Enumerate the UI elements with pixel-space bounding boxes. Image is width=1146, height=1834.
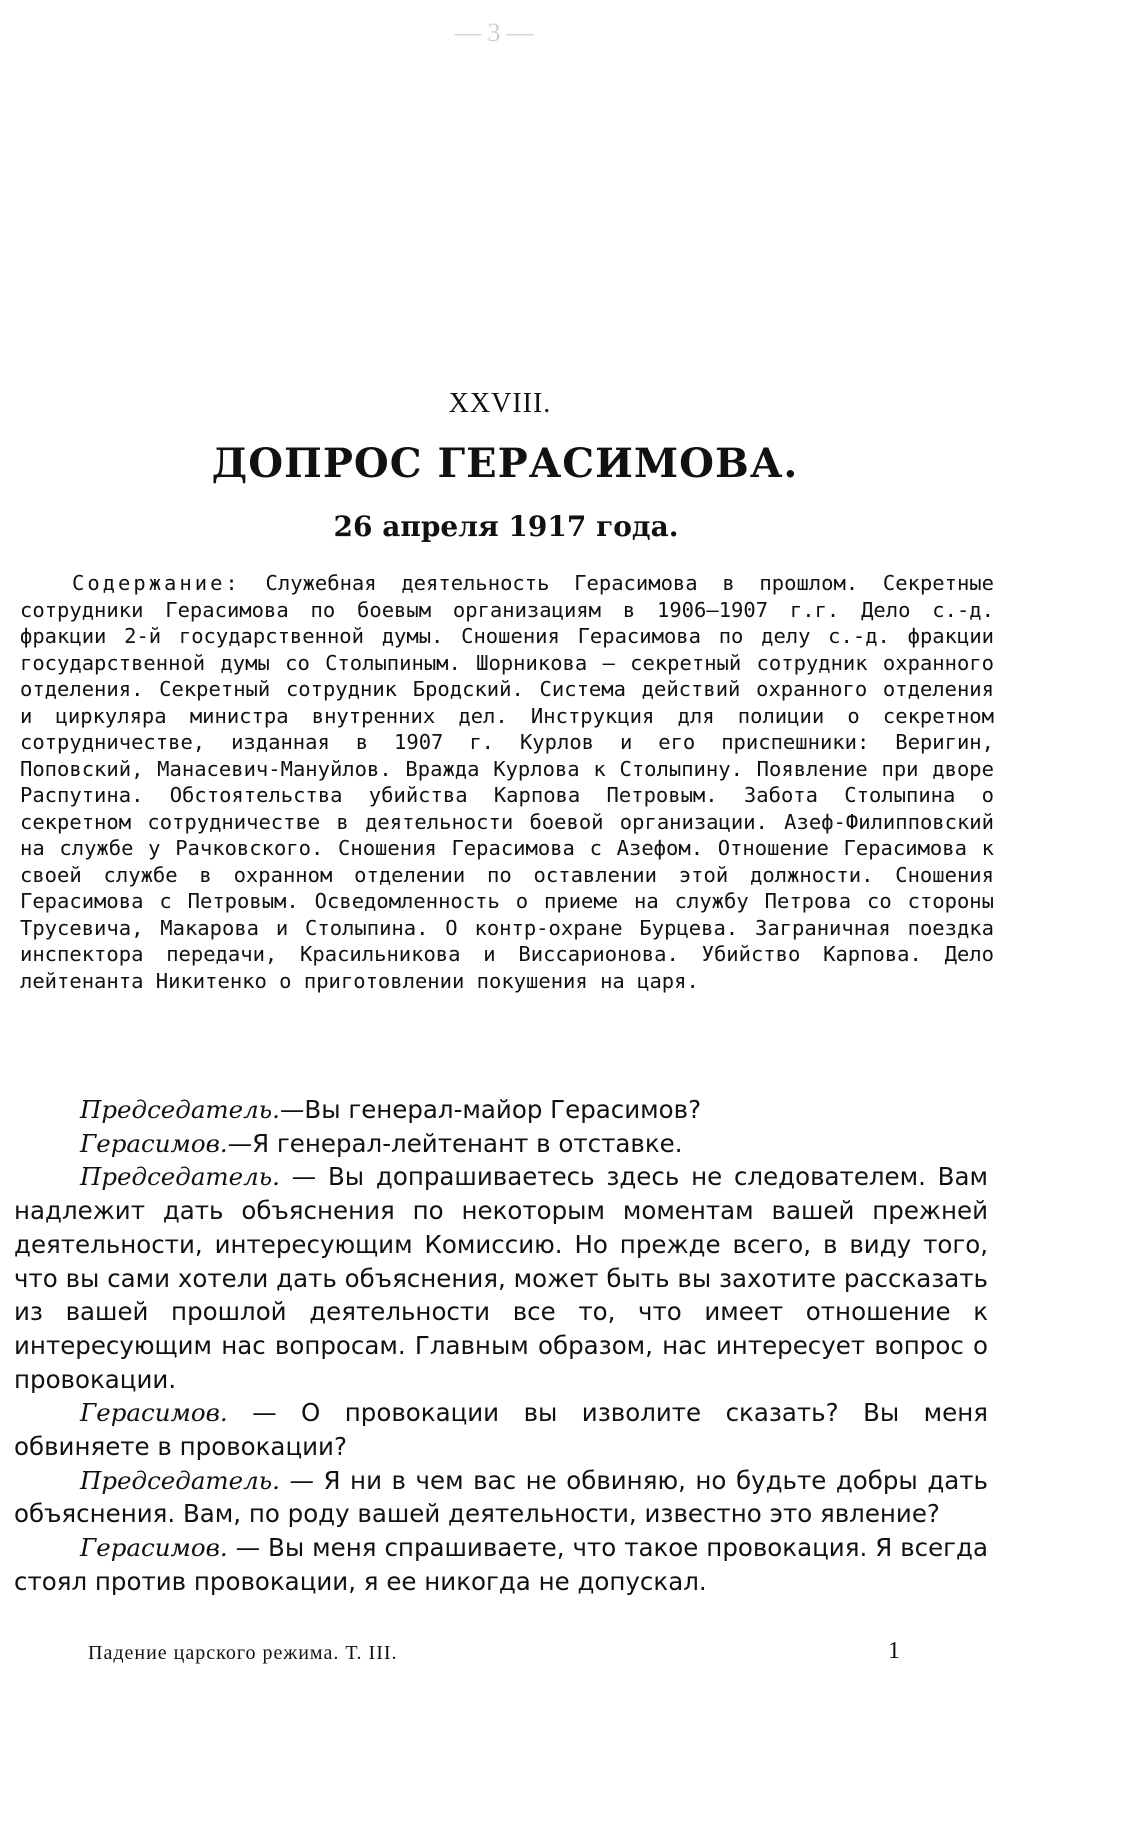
speech-text: — Вы допрашиваетесь здесь не следователем. Вам надлежит дать объяснения по некоторым моментам вашей прежней деятельности, интересующим Комиссию. Но прежде всего, в виду того, что вы сами хотели дать объяснения, может быть вы захотите рассказать из вашей прошлой деятельности все то, что имеет отношение к интересующим нас вопросам. Главным образом, нас интересует вопрос о провокации.	[14, 1162, 988, 1394]
speech-text: —Вы генерал-майор Герасимов?	[279, 1095, 702, 1124]
chapter-number: XXVIII.	[448, 388, 552, 419]
speaker-name: Герасимов.	[80, 1128, 228, 1158]
speaker-name: Председатель.	[80, 1465, 280, 1495]
contents-label: Содержание:	[72, 571, 241, 595]
sheet-number: 1	[888, 1638, 900, 1664]
contents-summary	[20, 570, 994, 994]
speech-text: —Я генерал-лейтенант в отставке.	[227, 1128, 683, 1158]
footer-source: Падение царского режима. Т. III.	[88, 1642, 398, 1664]
transcript-entry	[14, 1464, 988, 1531]
transcript-entry	[14, 1127, 988, 1161]
transcript-entry	[14, 1093, 988, 1127]
transcript-entry	[14, 1396, 988, 1463]
speech-text: — О провокации вы изволите сказать? Вы меня обвиняете в провокации?	[14, 1398, 988, 1462]
transcript-entry	[14, 1160, 988, 1396]
interrogation-date: 26 апреля 1917 года.	[333, 510, 679, 543]
page-marker: — 3 —	[455, 18, 533, 47]
speech-text: — Вы меня спрашиваете, что такое провокация. Я всегда стоял против провокации, я ее никогда не допускал.	[14, 1533, 988, 1596]
speech-text: — Я ни в чем вас не обвиняю, но будьте добры дать объяснения. Вам, по роду вашей деятельности, известно это явление?	[14, 1465, 988, 1529]
speaker-name: Председатель.	[80, 1162, 280, 1192]
speaker-name: Герасимов.	[80, 1398, 228, 1428]
page-title: ДОПРОС ГЕРАСИМОВА.	[211, 440, 799, 487]
speaker-name: Герасимов.	[80, 1533, 228, 1563]
transcript	[14, 1093, 988, 1599]
speaker-name: Председатель.	[80, 1095, 280, 1124]
transcript-entry	[14, 1531, 988, 1598]
contents-text: Служебная деятельность Герасимова в прошлом. Секретные сотрудники Герасимова по боевым организациям в 1906—1907 г.г. Дело с.-д. фракции 2-й государственной думы. Сношения Герасимова по делу с.-д. фракции государственной думы со Столыпиным. Шорникова — секретный сотрудник охранного отделения. Секретный сотрудник Бродский. Система действий охранного отделения и циркуляра министра внутренних дел. Инструкция для полиции о секретном сотрудничестве, изданная в 1907 г. Курлов и его приспешники: Веригин, Поповский, Манасевич-Мануйлов. Вражда Курлова к Столыпину. Появление при дворе Распутина. Обстоятельства убийства Карпова Петровым. Забота Столыпина о секретном сотрудничестве в деятельности боевой организации. Азеф-Филипповский на службе у Рачковского. Сношения Герасимова с Азефом. Отношение Герасимова к своей службе в охранном отделении по оставлении этой должности. Сношения Герасимова с Петровым. Осведомленность о приеме на службу Петрова со стороны Трусевича, Макарова и Столыпина. О контр-охране Бурцева. Заграничная поездка инспектора передачи, Красильникова и Виссарионова. Убийство Карпова. Дело лейтенанта Никитенко о приготовлении покушения на царя.	[20, 571, 994, 993]
